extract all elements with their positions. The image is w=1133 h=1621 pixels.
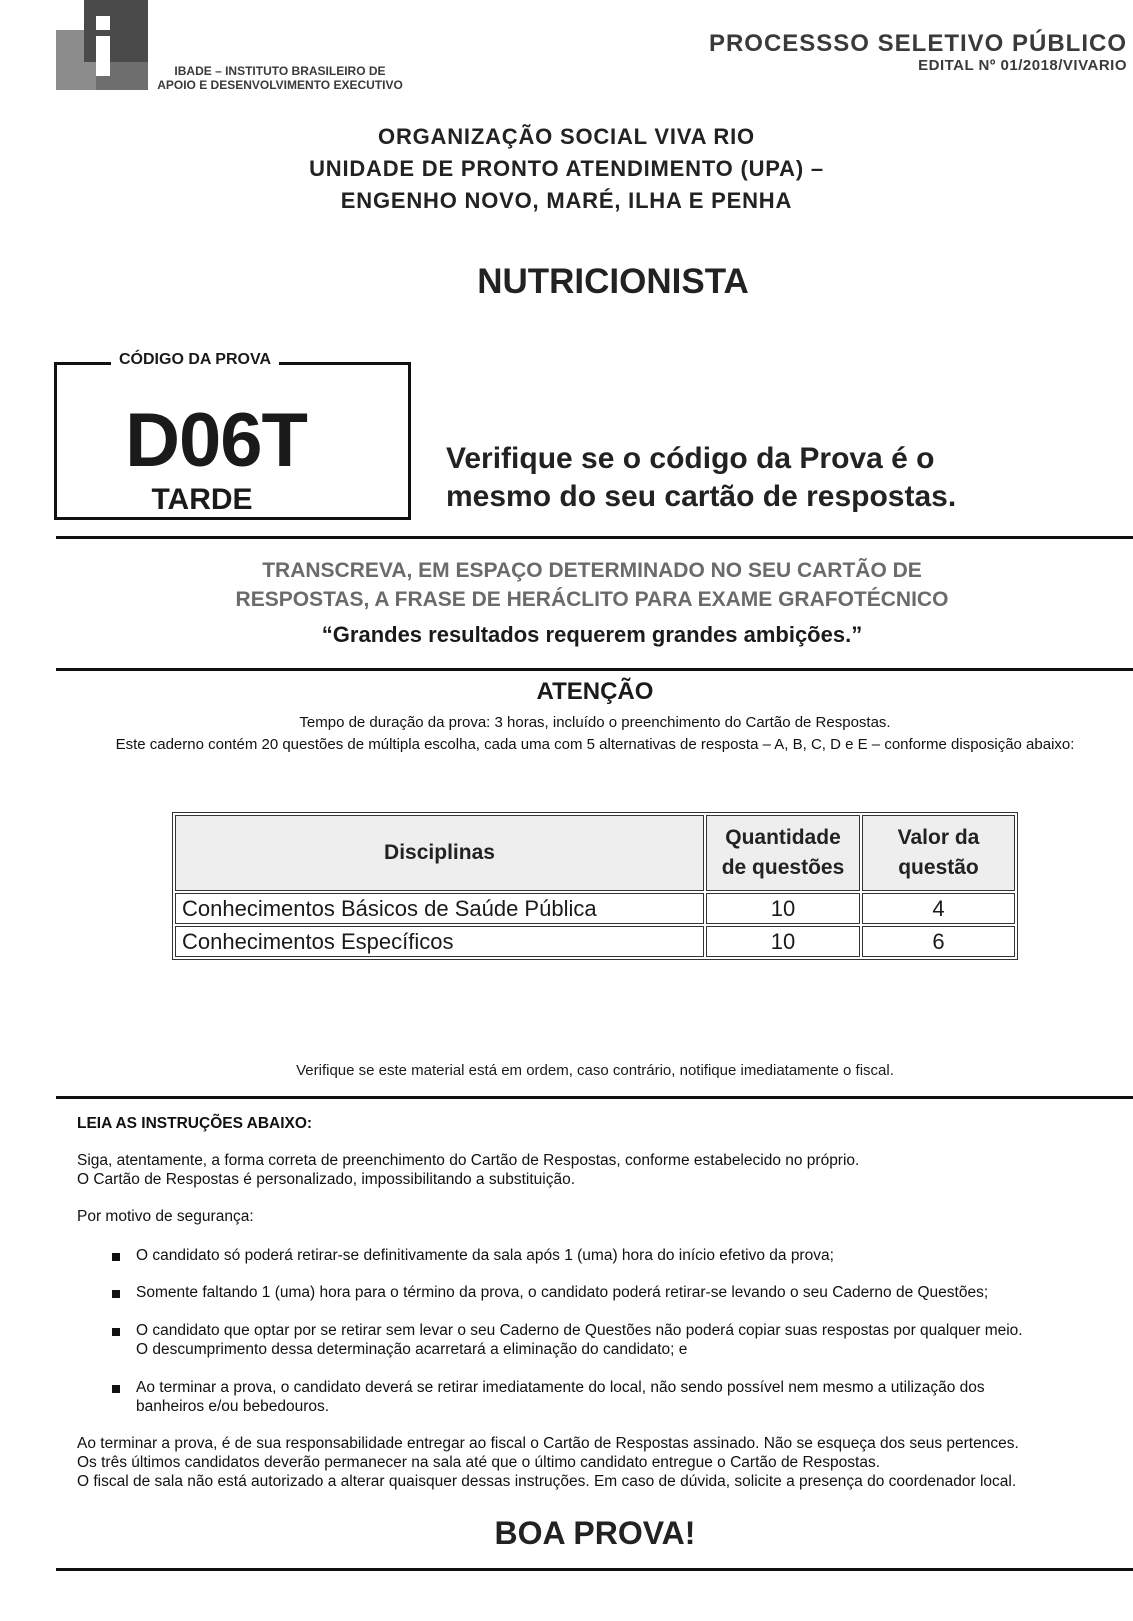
list-item: O candidato que optar por se retirar sem levar o seu Caderno de Questões não poderá copiar suas respostas por qualquer meio. O descumprimento dessa determinação acarretará a eliminação do candidato; e [136, 1322, 1023, 1358]
verify-code-notice: Verifique se o código da Prova é o mesmo do seu cartão de respostas. [446, 442, 957, 513]
table-cell: Conhecimentos Básicos de Saúde Pública [175, 893, 704, 924]
job-title: NUTRICIONISTA [477, 262, 749, 301]
security-heading: Por motivo de segurança: [77, 1208, 254, 1225]
bullet-icon [112, 1328, 120, 1336]
bullet-icon [112, 1253, 120, 1261]
table-row [175, 926, 1015, 957]
instructions-title: LEIA AS INSTRUÇÕES ABAIXO: [77, 1115, 313, 1132]
duration-text: Tempo de duração da prova: 3 horas, incluído o preenchimento do Cartão de Respostas. [299, 714, 891, 731]
org-line-3: ENGENHO NOVO, MARÉ, ILHA E PENHA [340, 188, 793, 213]
process-title: PROCESSSO SELETIVO PÚBLICO [708, 30, 1127, 57]
table-cell: 6 [862, 926, 1015, 957]
org-line-1: ORGANIZAÇÃO SOCIAL VIVA RIO [378, 124, 755, 149]
exam-code-label: CÓDIGO DA PROVA [111, 351, 279, 369]
divider [56, 536, 1133, 539]
table-header-row [175, 815, 1015, 891]
institute-name: IBADE – INSTITUTO BRASILEIRO DE APOIO E DESENVOLVIMENTO EXECUTIVO [157, 64, 403, 92]
org-line-2: UNIDADE DE PRONTO ATENDIMENTO (UPA) – [309, 156, 824, 181]
exam-shift: TARDE [151, 483, 253, 516]
col-quantidade: Quantidade de questões [706, 815, 860, 891]
content-text: Este caderno contém 20 questões de múltipla escolha, cada uma com 5 alternativas de resposta – A, B, C, D e E – conforme disposição abaixo: [115, 736, 1075, 753]
divider [56, 1096, 1133, 1099]
divider [56, 1568, 1133, 1571]
col-disciplinas: Disciplinas [175, 815, 704, 891]
divider [56, 668, 1133, 671]
list-item: O candidato só poderá retirar-se definitivamente da sala após 1 (uma) hora do início efetivo da prova; [136, 1247, 834, 1264]
instructions-paragraph: Siga, atentamente, a forma correta de preenchimento do Cartão de Respostas, conforme estabelecido no próprio. O Cartão de Respostas é personalizado, impossibilitando a substituição. [77, 1152, 860, 1188]
handwriting-phrase: “Grandes resultados requerem grandes ambições.” [321, 622, 863, 647]
transcribe-line-2: RESPOSTAS, A FRASE DE HERÁCLITO PARA EXAME GRAFOTÉCNICO [235, 588, 949, 611]
transcribe-line-1: TRANSCREVA, EM ESPAÇO DETERMINADO NO SEU CARTÃO DE [262, 559, 922, 582]
exam-code-box [54, 351, 411, 520]
table-cell: 4 [862, 893, 1015, 924]
bullet-icon [112, 1385, 120, 1393]
edital-number: EDITAL Nº 01/2018/VIVARIO [918, 57, 1127, 74]
final-instructions: Ao terminar a prova, é de sua responsabilidade entregar ao fiscal o Cartão de Respostas assinado. Não se esqueça dos seus pertences. Os três últimos candidatos deverão permanecer na sala até que o último candidato entregue o Cartão de Respostas. O fiscal de sala não está autorizado a alterar quaisquer dessas instruções. Em caso de dúvida, solicite a presença do coordenador local. [77, 1435, 1019, 1490]
col-valor: Valor da questão [862, 815, 1015, 891]
exam-code: D06T [125, 398, 307, 483]
table-cell: 10 [706, 926, 860, 957]
table-cell: 10 [706, 893, 860, 924]
verify-material-text: Verifique se este material está em ordem, caso contrário, notifique imediatamente o fiscal. [296, 1062, 894, 1079]
disciplines-table [172, 812, 1018, 960]
bullet-icon [112, 1290, 120, 1298]
table-row [175, 893, 1015, 924]
closing-message: BOA PROVA! [494, 1515, 696, 1551]
list-item: Ao terminar a prova, o candidato deverá se retirar imediatamente do local, não sendo possível nem mesmo a utilização dos banheiros e/ou bebedouros. [136, 1379, 985, 1415]
table-cell: Conhecimentos Específicos [175, 926, 704, 957]
attention-title: ATENÇÃO [536, 678, 654, 705]
list-item: Somente faltando 1 (uma) hora para o término da prova, o candidato poderá retirar-se levando o seu Caderno de Questões; [136, 1284, 989, 1301]
